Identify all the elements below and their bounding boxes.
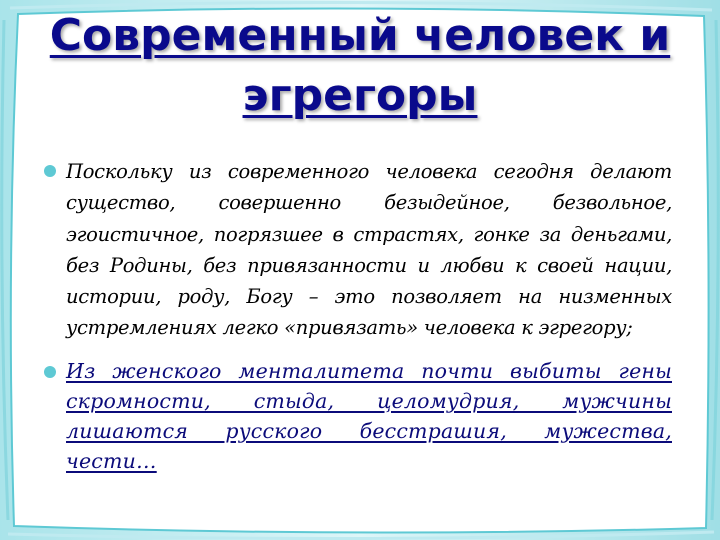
slide-title [20,6,700,126]
title-line-2: эгрегоры [242,70,478,121]
bullet-dot-icon [44,366,56,378]
bullet-dot-icon [44,165,56,177]
bullet-text: Поскольку из современного человека сегодня делают существо, совершенно безыдейное, безвольное, эгоистичное, погрязшее в страстях, гонке за деньгами, без Родины, без привязанности и любви к своей нации, истории, роду, Богу – это позволяет на низменных устремлениях легко «привязать» человека к эгрегору; [66,160,672,340]
title-line-1: Современный человек и [49,10,671,61]
bullet-item [38,156,672,344]
bullet-item [38,356,672,476]
bullet-list [38,156,672,476]
bullet-text-highlighted: Из женского менталитета почти выбиты гены скромности, стыда, целомудрия, мужчины лишаются русского бесстрашия, мужества, чести… [66,358,672,473]
